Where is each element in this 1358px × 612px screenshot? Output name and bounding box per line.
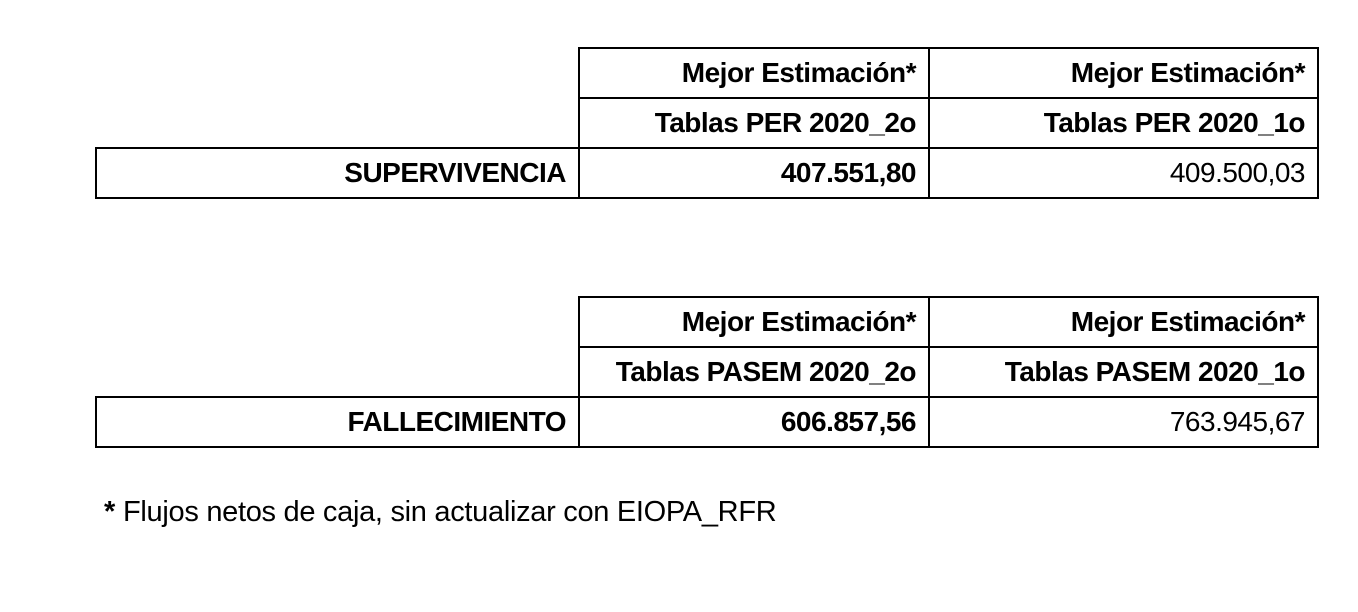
footnote-text: Flujos netos de caja, sin actualizar con EIOPA_RFR bbox=[123, 496, 777, 528]
footnote bbox=[104, 496, 776, 529]
header-cell-tablas-per-2o: Tablas PER 2020_2o bbox=[579, 98, 929, 148]
value-cell-fallecimiento-2o: 606.857,56 bbox=[579, 397, 929, 447]
header-cell-mejor-estimacion-1: Mejor Estimación* bbox=[579, 297, 929, 347]
footnote-asterisk: * bbox=[104, 496, 115, 528]
value-cell-supervivencia-1o: 409.500,03 bbox=[929, 148, 1318, 198]
header-cell-tablas-pasem-1o: Tablas PASEM 2020_1o bbox=[929, 347, 1318, 397]
row-label-fallecimiento: FALLECIMIENTO bbox=[96, 397, 579, 447]
header-cell-mejor-estimacion-2: Mejor Estimación* bbox=[929, 297, 1318, 347]
empty-spacer-cell bbox=[96, 98, 579, 148]
supervivencia-table bbox=[95, 47, 1319, 199]
fallecimiento-table bbox=[95, 296, 1319, 448]
table-row bbox=[96, 347, 1318, 397]
empty-spacer-cell bbox=[96, 48, 579, 98]
table-row bbox=[96, 98, 1318, 148]
table-row bbox=[96, 297, 1318, 347]
empty-spacer-cell bbox=[96, 347, 579, 397]
empty-spacer-cell bbox=[96, 297, 579, 347]
value-cell-fallecimiento-1o: 763.945,67 bbox=[929, 397, 1318, 447]
header-cell-tablas-per-1o: Tablas PER 2020_1o bbox=[929, 98, 1318, 148]
row-label-supervivencia: SUPERVIVENCIA bbox=[96, 148, 579, 198]
header-cell-tablas-pasem-2o: Tablas PASEM 2020_2o bbox=[579, 347, 929, 397]
table-row bbox=[96, 397, 1318, 447]
table-row bbox=[96, 48, 1318, 98]
table-row bbox=[96, 148, 1318, 198]
header-cell-mejor-estimacion-1: Mejor Estimación* bbox=[579, 48, 929, 98]
value-cell-supervivencia-2o: 407.551,80 bbox=[579, 148, 929, 198]
header-cell-mejor-estimacion-2: Mejor Estimación* bbox=[929, 48, 1318, 98]
